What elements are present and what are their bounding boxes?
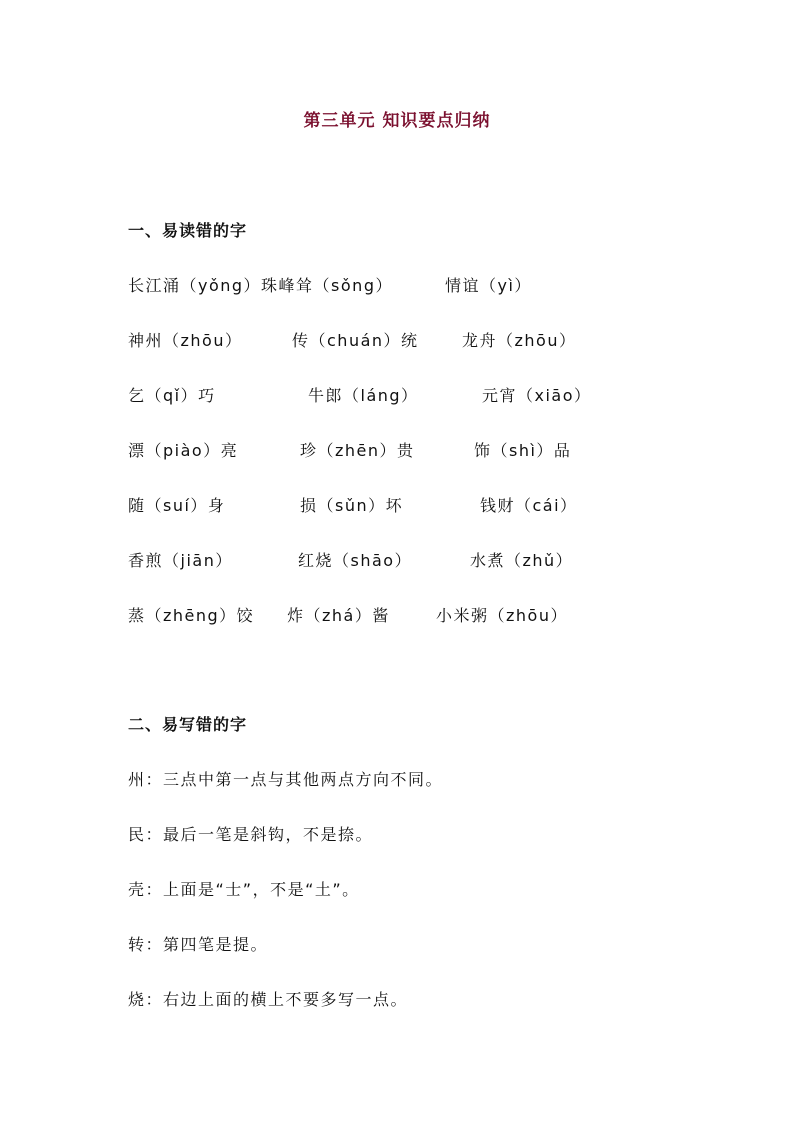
miswritten-item: 烧：右边上面的横上不要多写一点。 bbox=[128, 990, 409, 1009]
misread-entry: 龙舟（zhōu） bbox=[462, 331, 577, 350]
miswritten-item: 转：第四笔是提。 bbox=[128, 935, 269, 954]
section-heading-misread: 一、易读错的字 bbox=[128, 221, 248, 240]
misread-entry: 饰（shì）品 bbox=[474, 441, 572, 460]
misread-entry: 漂（piào）亮 bbox=[128, 441, 239, 460]
misread-entry: 长江涌（yǒng）珠峰耸（sǒng） bbox=[128, 276, 393, 295]
misread-entry: 传（chuán）统 bbox=[292, 331, 419, 350]
misread-entry: 神州（zhōu） bbox=[128, 331, 243, 350]
misread-entry: 红烧（shāo） bbox=[298, 551, 413, 570]
misread-entry: 钱财（cái） bbox=[480, 496, 578, 515]
misread-entry: 炸（zhá）酱 bbox=[287, 606, 390, 625]
miswritten-item: 壳：上面是“士”，不是“土”。 bbox=[128, 880, 360, 899]
misread-entry: 情谊（yì） bbox=[445, 276, 532, 295]
misread-entry: 随（suí）身 bbox=[128, 496, 226, 515]
page-title: 第三单元 知识要点归纳 bbox=[303, 111, 491, 131]
misread-entry: 元宵（xiāo） bbox=[482, 386, 592, 405]
misread-entry: 珍（zhēn）贵 bbox=[300, 441, 415, 460]
misread-entry: 损（sǔn）坏 bbox=[300, 496, 404, 515]
misread-entry: 蒸（zhēng）饺 bbox=[128, 606, 255, 625]
misread-entry: 小米粥（zhōu） bbox=[436, 606, 568, 625]
miswritten-item: 州：三点中第一点与其他两点方向不同。 bbox=[128, 770, 444, 789]
misread-entry: 乞（qǐ）巧 bbox=[128, 386, 216, 405]
misread-entry: 香煎（jiān） bbox=[128, 551, 233, 570]
miswritten-item: 民：最后一笔是斜钩，不是捺。 bbox=[128, 825, 374, 844]
misread-entry: 水煮（zhǔ） bbox=[470, 551, 574, 570]
section-heading-miswritten: 二、易写错的字 bbox=[128, 715, 248, 734]
misread-entry: 牛郎（láng） bbox=[308, 386, 419, 405]
